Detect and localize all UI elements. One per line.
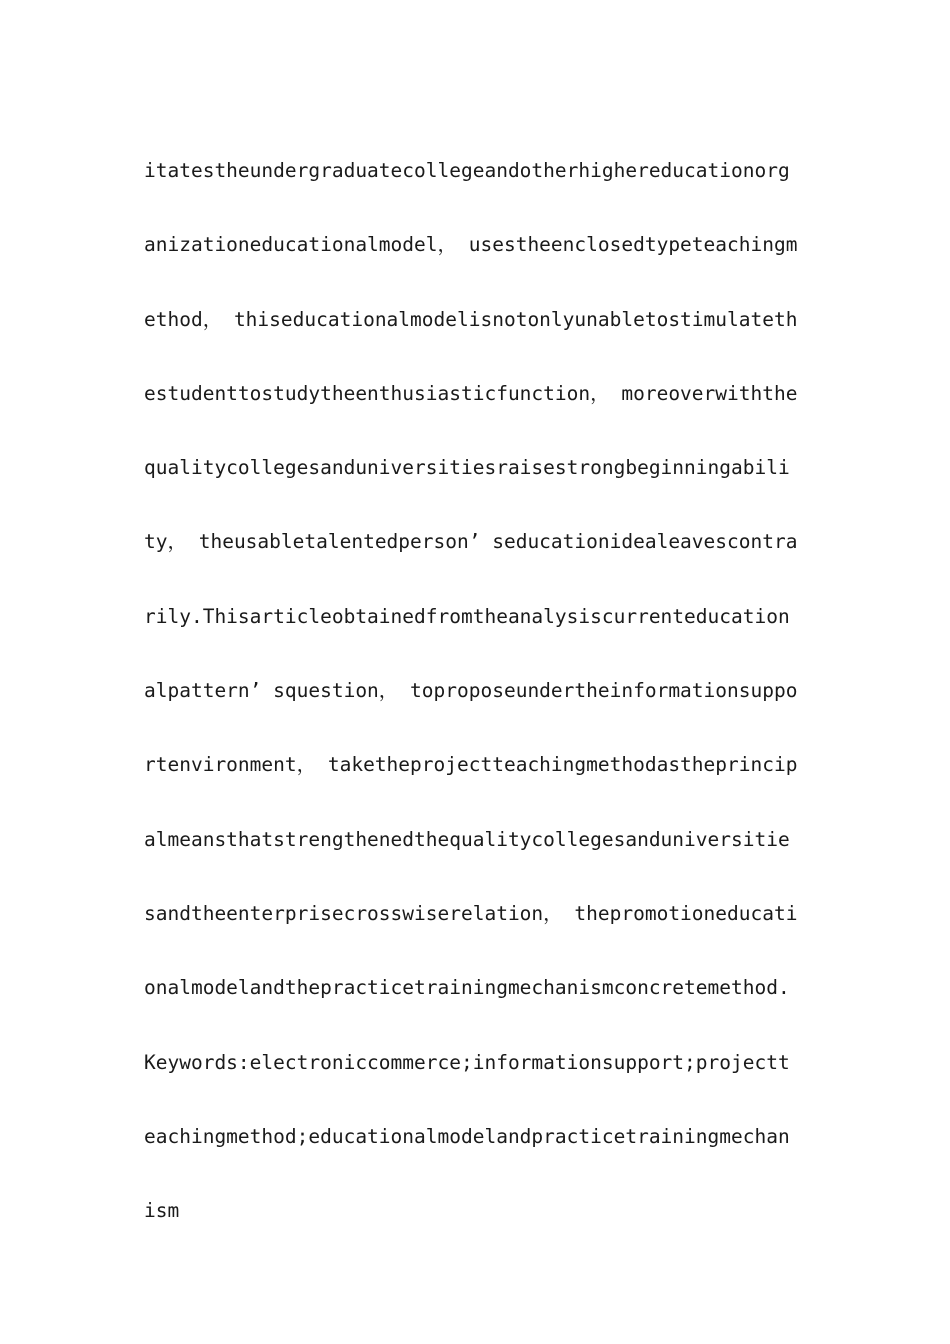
keywords-line: eachingmethod;educationalmodelandpracticetrainingmechan	[144, 1124, 790, 1148]
keywords-line: Keywords:electroniccommerce;informationsupport;projectt	[144, 1050, 790, 1074]
text-line: almeansthatstrengthenedthequalitycollegesanduniversitie	[144, 827, 790, 851]
text-line: qualitycollegesanduniversitiesraisestrongbeginningabili	[144, 456, 790, 480]
text-line: anizationeducationalmodel， usestheenclosedtypeteachingm	[144, 233, 798, 257]
text-line: itatestheundergraduatecollegeandotherhighereducationorg	[144, 159, 790, 182]
text-line: alpattern’ squestion， toproposeundertheinformationsuppo	[144, 679, 798, 703]
text-line: rtenvironment， taketheprojectteachingmethodastheprincip	[144, 753, 798, 777]
text-line: onalmodelandthepracticetrainingmechanismconcretemethod.	[144, 976, 790, 1000]
text-line: sandtheenterprisecrosswiserelation， thepromotioneducati	[144, 901, 798, 925]
text-line: rily.Thisarticleobtainedfromtheanalysiscurrenteducation	[144, 604, 790, 628]
text-line: ethod， thiseducationalmodelisnotonlyunabletostimulateth	[144, 307, 798, 331]
abstract-text	[144, 134, 824, 1248]
keywords-line: ism	[144, 1199, 180, 1223]
text-line: ty， theusabletalentedperson’ seducationidealeavescontra	[144, 530, 798, 554]
text-line: estudenttostudytheenthusiasticfunction， moreoverwiththe	[144, 381, 798, 405]
